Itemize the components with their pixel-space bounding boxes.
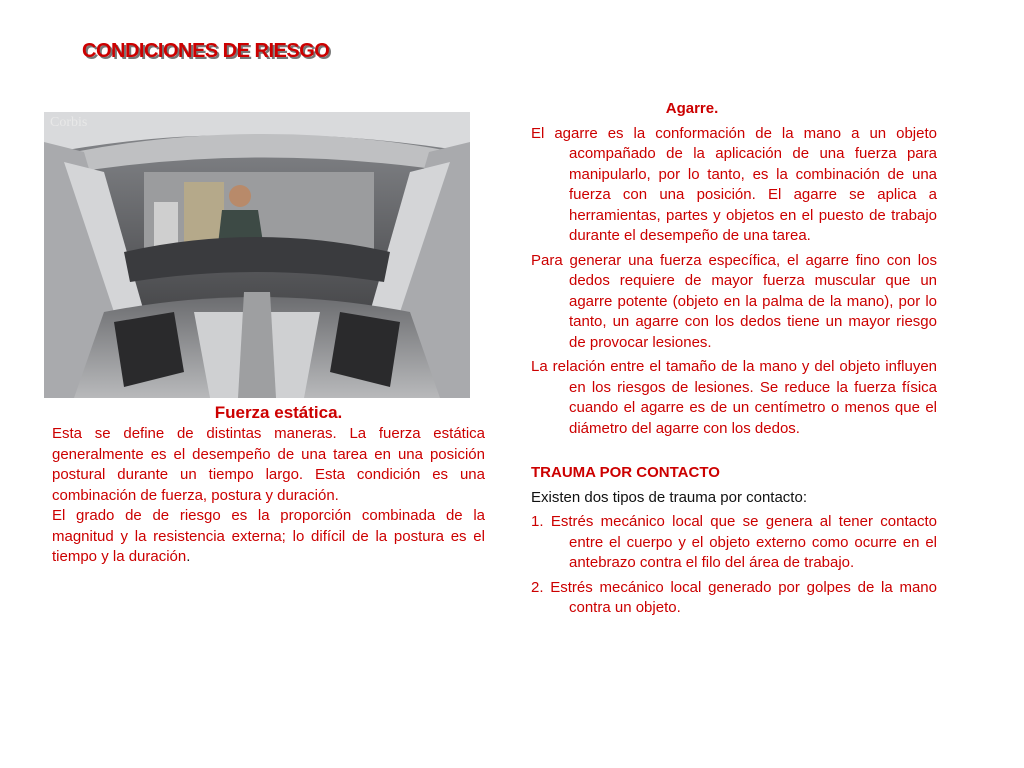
slide-title: CONDICIONES DE RIESGO <box>82 40 330 62</box>
paragraph-2-period: . <box>186 548 191 565</box>
photo-credit: Corbis <box>50 115 88 130</box>
agarre-heading: Agarre. <box>665 100 719 117</box>
agarre-paragraph-1: El agarre es la conformación de la mano a un objeto acompañado de la aplicación de una fuerza para manipularlo, por lo tanto, es la combinación de una fuerza con una posición. El agarre se aplica a herramientas, partes y objetos en el puesto de trabajo durante el desempeño de una tarea. <box>531 124 937 244</box>
fuerza-estatica-heading: Fuerza estática. <box>214 403 343 422</box>
trauma-item-1: 1. Estrés mecánico local que se genera al tener contacto entre el cuerpo y el objeto externo como ocurre en el antebrazo contra el filo del área de trabajo. <box>531 513 937 571</box>
right-column <box>531 99 937 623</box>
trauma-item-2: 2. Estrés mecánico local generado por golpes de la mano contra un objeto. <box>531 578 937 616</box>
trauma-section-heading: TRAUMA POR CONTACTO <box>531 464 720 481</box>
fuerza-estatica-paragraph-2 <box>52 506 485 568</box>
car-interior-photo <box>44 112 470 398</box>
paragraph-2-text: El grado de de riesgo es la proporción combinada de la magnitud y la resistencia externa; lo difícil de la postura es el tiempo y la duración <box>52 507 485 565</box>
agarre-paragraph-3: La relación entre el tamaño de la mano y del objeto influyen en los riesgos de lesiones. Se reduce la fuerza física cuando el agarre es de un centímetro o menos que el diámetro del agarre con los dedos. <box>531 358 937 437</box>
agarre-paragraph-2: Para generar una fuerza específica, el agarre fino con los dedos requiere de mayor fuerza muscular que un agarre potente (objeto en la palma de la mano), por lo tanto, un agarre con los dedos tiene un mayor riesgo de provocar lesiones. <box>531 251 937 351</box>
left-column <box>52 402 485 568</box>
fuerza-estatica-paragraph-1: Esta se define de distintas maneras. La fuerza estática generalmente es el desempeño de una tarea en una posición postural durante un tiempo largo. Esta condición es una combinación de fuerza, postura y duración. <box>52 425 485 504</box>
trauma-intro: Existen dos tipos de trauma por contacto: <box>531 488 807 506</box>
